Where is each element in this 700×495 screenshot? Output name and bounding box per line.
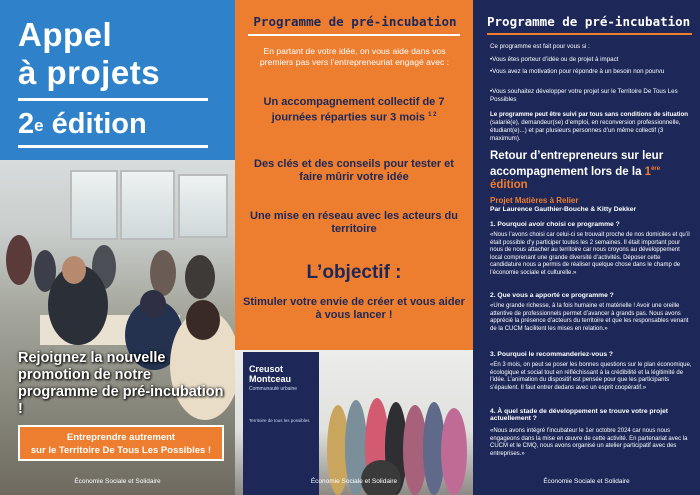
bullet-accompagnement bbox=[242, 96, 466, 124]
question-4: 4. À quel stade de développement se trouve votre projet actuellement ? bbox=[490, 408, 669, 422]
answer-3: «En 3 mois, on peut se poser les bonnes questions sur le plan économique, écologique et social tout en réfléchissant à la crédibilité et la légitimité de l’idée. L’animation du dispositif est pensée pour que les participants s’épaulent. Il faut entrer dedans avec un esprit coopératif.» bbox=[490, 362, 692, 391]
feedback-ordinal: 1 bbox=[644, 165, 652, 178]
eligibility-item-3: •Vous souhaitez développer votre projet sur le Territoire De Tous Les Possibles bbox=[490, 88, 678, 103]
edition-divider bbox=[18, 145, 208, 148]
title-divider bbox=[18, 98, 208, 101]
eligibility-lead: Ce programme est fait pour vous si : bbox=[490, 43, 590, 50]
middle-footer: Économie Sociale et Solidaire bbox=[310, 478, 398, 485]
banner-subtitle: Communauté urbaine bbox=[249, 386, 298, 392]
feedback-title bbox=[490, 150, 695, 192]
group-photo bbox=[235, 350, 473, 495]
banner-tagline: Territoire de tous les possibles bbox=[249, 418, 310, 423]
feedback-edition-word: édition bbox=[490, 178, 528, 191]
edition-number: 2 bbox=[18, 108, 35, 140]
cta-box bbox=[18, 425, 224, 461]
roll-up-banner bbox=[243, 352, 319, 495]
participant-head bbox=[186, 300, 220, 340]
conditions-rest: (salarié(e), demandeur(se) d’emploi, en reconversion professionnelle, étudiant(e)...) et par plusieurs personnes d’un même collectif (3 maximum). bbox=[490, 119, 681, 142]
feedback-sup: ère bbox=[651, 166, 661, 172]
objective-text: Stimuler votre envie de créer et vous aider à vous lancer ! bbox=[243, 296, 465, 321]
window-pane bbox=[178, 174, 228, 238]
answer-4: «Nous avons intégré l’incubateur le 1er octobre 2024 car nous nous engageons dans la mise en œuvre de cette activité. En partenariat avec la CUCM et le CMQ, nous avons organisé un atelier participatif avec des entreprises.» bbox=[490, 428, 688, 457]
participant-head bbox=[140, 290, 166, 318]
project-authors: Par Laurence Gauthier-Bouche & Kitty Dekker bbox=[490, 206, 637, 213]
eligibility-item-2: •Vous avez la motivation pour répondre à un besoin non pourvu bbox=[490, 68, 665, 75]
cta-line-1: Entreprendre autrement bbox=[66, 432, 176, 443]
bullet-footnote: 1 2 bbox=[428, 111, 437, 118]
window-pane bbox=[70, 170, 118, 240]
middle-intro: En partant de votre idée, on vous aide dans vos premiers pas vers l’entrepreneuriat engagé avec : bbox=[259, 46, 450, 67]
question-1: 1. Pourquoi avoir choisi ce programme ? bbox=[490, 221, 620, 228]
join-text: Rejoignez la nouvelle promotion de notre programme de pré-incubation ! bbox=[18, 350, 224, 417]
edition-title bbox=[18, 106, 147, 142]
question-2: 2. Que vous a apporté ce programme ? bbox=[490, 292, 614, 299]
right-footer: Économie Sociale et Solidaire bbox=[543, 478, 630, 485]
banner-brand-line-2: Montceau bbox=[249, 374, 292, 384]
right-divider bbox=[487, 33, 692, 35]
banner-brand-line-1: Creusot bbox=[249, 364, 284, 374]
bullet-conseils: Des clés et des conseils pour tester et faire mûrir votre idée bbox=[254, 158, 454, 183]
title-line-1: Appel bbox=[18, 16, 113, 53]
eligibility-item-1: •Vous êtes porteur d’idée ou de projet à impact bbox=[490, 56, 619, 63]
left-footer: Économie Sociale et Solidaire bbox=[74, 478, 161, 485]
title-line-2: à projets bbox=[18, 54, 161, 91]
right-heading: Programme de pré-incubation bbox=[487, 14, 691, 29]
participant-head bbox=[62, 256, 86, 284]
title bbox=[18, 16, 160, 92]
window-pane bbox=[120, 170, 175, 240]
cta-line-2: sur le Territoire De Tous Les Possibles ! bbox=[30, 445, 212, 456]
bullet-reseau: Une mise en réseau avec les acteurs du territoire bbox=[250, 210, 458, 235]
banner-brand bbox=[249, 364, 319, 384]
participant bbox=[6, 235, 32, 285]
project-name: Projet Matières à Relier bbox=[490, 196, 579, 205]
objective-title: L’objectif : bbox=[306, 262, 402, 283]
edition-sup: e bbox=[34, 116, 44, 135]
participant bbox=[185, 255, 215, 299]
question-3: 3. Pourquoi le recommanderiez-vous ? bbox=[490, 351, 614, 358]
eligibility-conditions bbox=[490, 111, 690, 143]
middle-heading: Programme de pré-incubation bbox=[253, 14, 457, 29]
edition-word: édition bbox=[51, 108, 147, 140]
middle-divider bbox=[248, 34, 460, 36]
bullet-accompagnement-text: Un accompagnement collectif de 7 journées réparties sur 3 mois bbox=[263, 96, 445, 124]
answer-1: «Nous l’avons choisi car celui-ci se trouvait proche de nos domiciles et qu’il était possible d’y participer toutes les 2 semaines. Il était important pour nous de nous attacher au territoire car nous croyons au développement local comprenant une grande diversité d’activités. Déposer cette candidature nous a permis de réaliser quelque chose dans le champ de l’économie sociale et culturelle.» bbox=[490, 232, 690, 276]
feedback-title-text: Retour d’entrepreneurs sur leur accompagnement lors de la bbox=[490, 150, 664, 178]
conditions-bold: Le programme peut être suivi par tous sans conditions de situation bbox=[490, 111, 689, 118]
answer-2: «Une grande richesse, à la fois humaine et matérielle ! Avoir une oreille attentive de professionnels permet d’avancer à grands pas. Nous avons apprécié la présence d’acteurs du territoire et que les responsables venant de la CUCM facilitent les mises en relation.» bbox=[490, 303, 689, 332]
